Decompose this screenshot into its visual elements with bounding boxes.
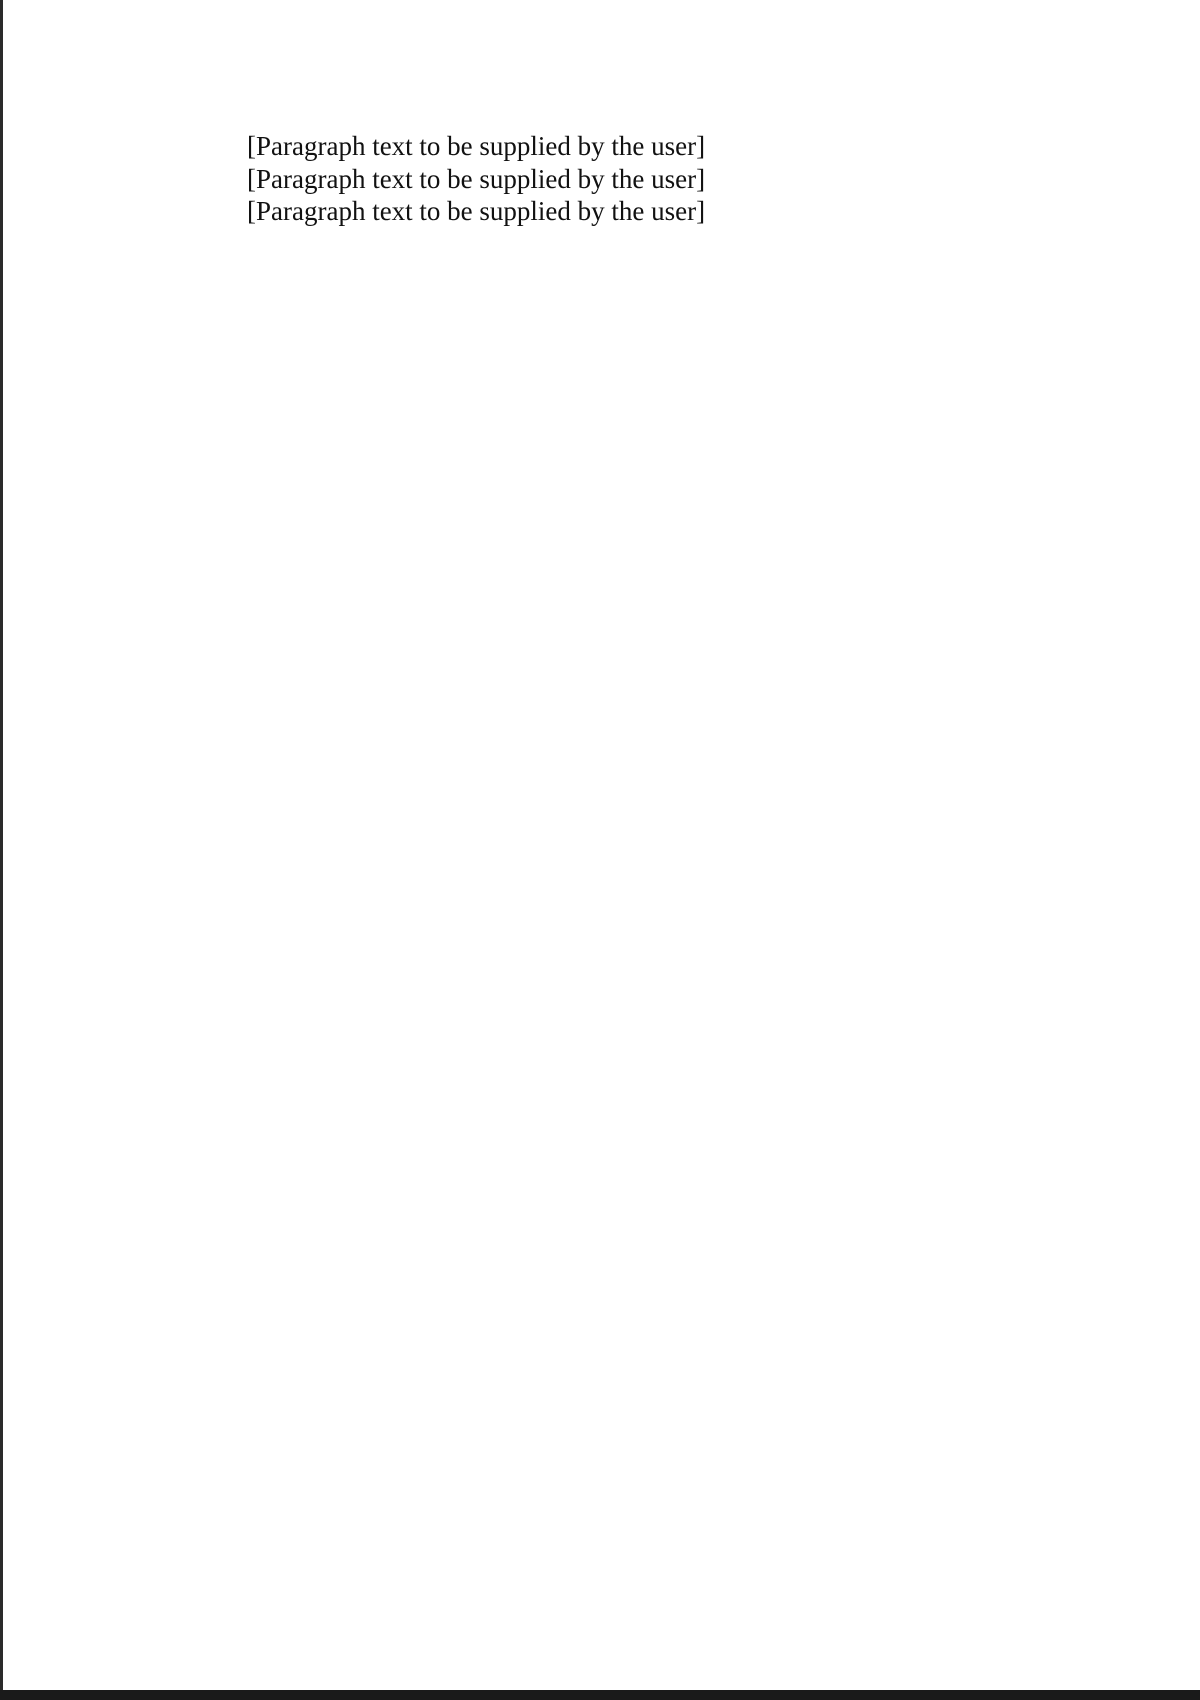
paragraph: [Paragraph text to be supplied by the user]	[247, 196, 706, 226]
document-body	[175, 130, 1092, 228]
paragraph: [Paragraph text to be supplied by the user]	[247, 163, 706, 194]
scan-bottom-edge	[0, 1690, 1200, 1700]
scan-left-edge	[0, 0, 3, 1700]
paragraph: [Paragraph text to be supplied by the user]	[247, 131, 706, 161]
